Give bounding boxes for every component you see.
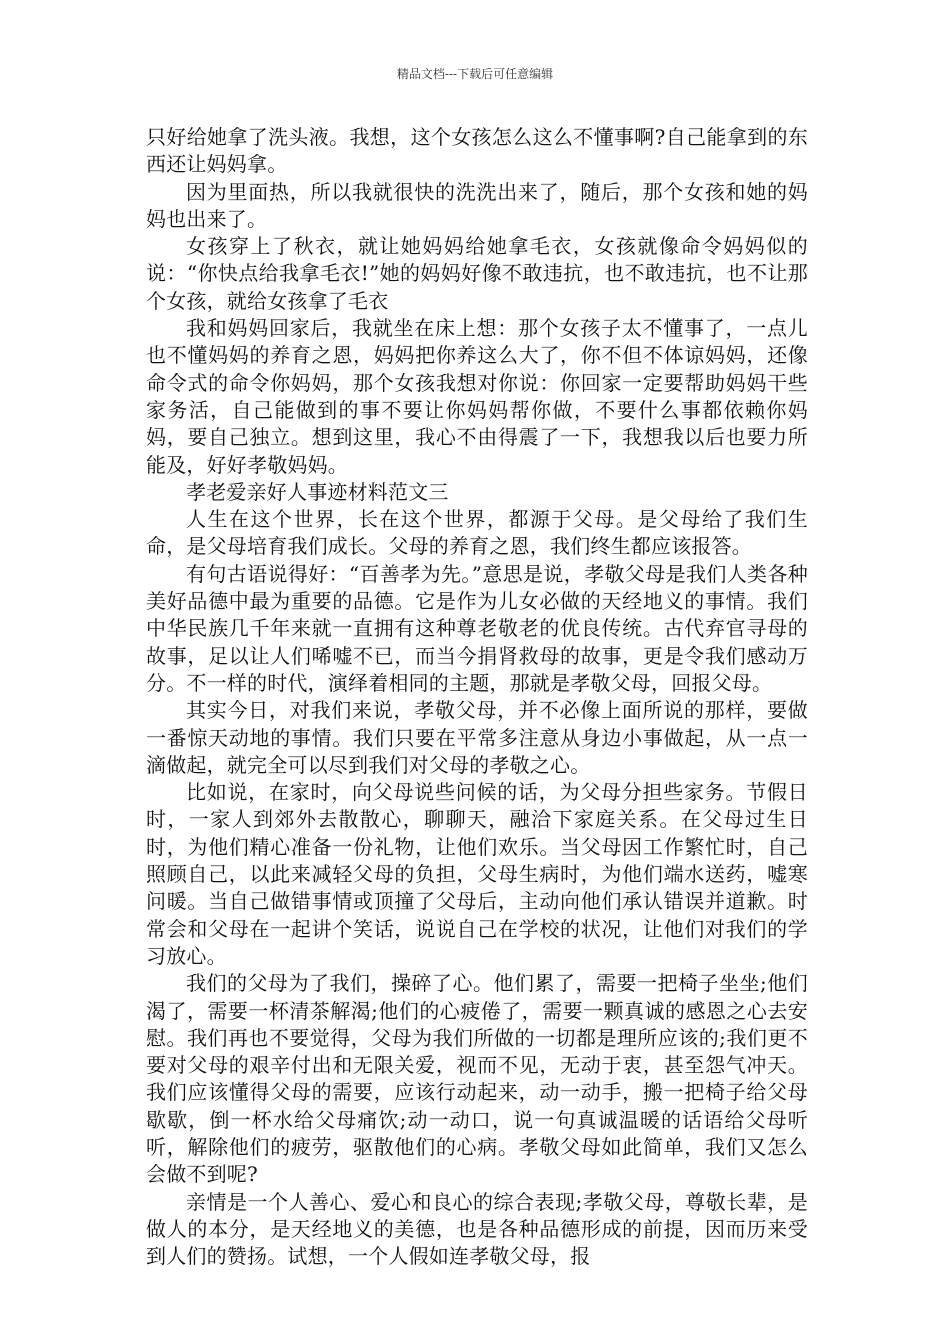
paragraph: 我和妈妈回家后，我就坐在床上想：那个女孩子太不懂事了，一点儿也不懂妈妈的养育之恩，妈妈把你养这么大了，你不但不体谅妈妈，还像命令式的命令你妈妈，那个女孩我想对你说：你回家一定要帮助妈妈干些家务活，自己能做到的事不要让你妈妈帮你做，不要什么事都依赖你妈妈，要自己独立。想到这里，我心不由得震了一下，我想我以后也要力所能及，好好孝敬妈妈。: [146, 316, 808, 477]
section-title: 孝老爱亲好人事迹材料范文三: [186, 479, 449, 504]
paragraph: 比如说，在家时，向父母说些问候的话，为父母分担些家务。节假日时，一家人到郊外去散散心，聊聊天，融洽下家庭关系。在父母过生日时，为他们精心准备一份礼物，让他们欢乐。当父母因工作繁忙时，自己照顾自己，以此来减轻父母的负担，父母生病时，为他们端水送药，嘘寒问暖。当自己做错事情或顶撞了父母后，主动向他们承认错误并道歉。时常会和父母在一起讲个笑话，说说自己在学校的状况，让他们对我们的学习放心。: [146, 780, 808, 968]
paragraph: 我们的父母为了我们，操碎了心。他们累了，需要一把椅子坐坐;他们渴了，需要一杯清茶解渴;他们的心疲倦了，需要一颗真诚的感恩之心去安慰。我们再也不要觉得，父母为我们所做的一切都是理所应该的;我们更不要对父母的艰辛付出和无限关爱，视而不见，无动于衷，甚至怨气冲天。我们应该懂得父母的需要，应该行动起来，动一动手，搬一把椅子给父母歇歇，倒一杯水给父母痛饮;动一动口，说一句真诚温暖的话语给父母听听，解除他们的疲劳，驱散他们的心病。孝敬父母如此简单，我们又怎么会做不到呢?: [146, 971, 808, 1187]
page-header: 精品文档---下载后可任意编辑: [396, 67, 554, 81]
paragraph: 女孩穿上了秋衣，就让她妈妈给她拿毛衣，女孩就像命令妈妈似的说：“你快点给我拿毛衣!”她的妈妈好像不敢违抗，也不敢违抗，也不让那个女孩，就给女孩拿了毛衣: [146, 234, 808, 313]
paragraph: 其实今日，对我们来说，孝敬父母，并不必像上面所说的那样，要做一番惊天动地的事情。我们只要在平常多注意从身边小事做起，从一点一滴做起，就完全可以尽到我们对父母的孝敬之心。: [146, 698, 808, 777]
paragraph: 有句古语说得好：“百善孝为先。”意思是说，孝敬父母是我们人类各种美好品德中最为重要的品德。它是作为儿女必做的天经地义的事情。我们中华民族几千年来就一直拥有这种尊老敬老的优良传统。古代弃官寻母的故事，足以让人们唏嘘不已，而当今捐肾救母的故事，更是令我们感动万分。不一样的时代，演绎着相同的主题，那就是孝敬父母，回报父母。: [146, 561, 808, 695]
paragraph: 亲情是一个人善心、爱心和良心的综合表现;孝敬父母，尊敬长辈，是做人的本分，是天经地义的美德，也是各种品德形成的前提，因而历来受到人们的赞扬。试想，一个人假如连孝敬父母，报: [146, 1189, 808, 1269]
paragraph: 只好给她拿了洗头液。我想，这个女孩怎么这么不懂事啊?自己能拿到的东西还让妈妈拿。: [146, 125, 808, 177]
paragraph: 人生在这个世界，长在这个世界，都源于父母。是父母给了我们生命，是父母培育我们成长。父母的养育之恩，我们终生都应该报答。: [146, 507, 808, 559]
document-body: [146, 124, 808, 1270]
paragraph: 因为里面热，所以我就很快的洗洗出来了，随后，那个女孩和她的妈妈也出来了。: [146, 179, 808, 231]
